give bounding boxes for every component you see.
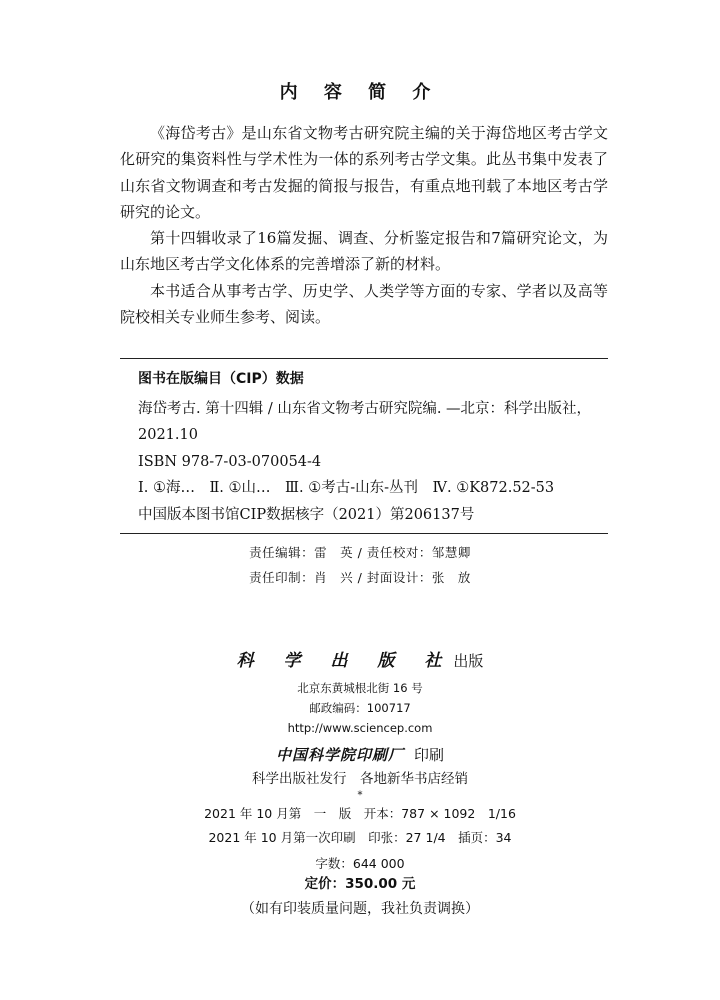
cip-line: 2021.10: [138, 427, 198, 443]
word-count: 字数：644 000: [315, 856, 405, 871]
publisher-postcode: 邮政编码：100717: [309, 701, 411, 715]
editor-credits: [0, 540, 720, 590]
page-title: 内 容 简 介: [279, 82, 441, 103]
cip-top-rule: [120, 358, 608, 359]
cip-line: 海岱考古. 第十四辑 / 山东省文物考古研究院编. —北京：科学出版社，: [138, 400, 592, 417]
editor-line: 责任印制：肖 兴 / 封面设计：张 放: [249, 570, 471, 585]
publisher-block: [0, 648, 720, 924]
summary-section: [120, 120, 608, 330]
summary-paragraph: 《海岱考古》是山东省文物考古研究院主编的关于海岱地区考古学文化研究的集资料性与学术性为一体的系列考古学文集。此丛书集中发表了山东省文物调查和考古发掘的简报与报告，有重点地刊载了本地区考古学研究的论文。: [120, 124, 608, 221]
publisher-address: 北京东黄城根北街 16 号: [297, 681, 423, 695]
cip-isbn: ISBN 978-7-03-070054-4: [138, 453, 322, 470]
printer-suffix: 印刷: [414, 746, 445, 764]
distribution-line: 科学出版社发行 各地新华书店经销: [252, 771, 468, 787]
cip-record-number: 中国版本图书馆CIP数据核字（2021）第206137号: [138, 506, 475, 523]
cip-heading: 图书在版编目（CIP）数据: [138, 371, 304, 387]
publisher-suffix: 出版: [453, 652, 484, 670]
summary-paragraph: 本书适合从事考古学、历史学、人类学等方面的专家、学者以及高等院校相关专业师生参考、阅读。: [120, 281, 608, 327]
printer-line: [0, 742, 720, 768]
publisher-website: http://www.sciencep.com: [287, 721, 433, 735]
price: 定价：350.00 元: [304, 876, 416, 892]
editor-line: 责任编辑：雷 英 / 责任校对：邹慧卿: [249, 545, 471, 560]
separator-star: *: [357, 790, 363, 801]
summary-paragraph: 第十四辑收录了16篇发掘、调查、分析鉴定报告和7篇研究论文，为山东地区考古学文化体系的完善增添了新的材料。: [120, 229, 608, 274]
printing-line: 2021 年 10 月第一次印刷 印张：27 1/4 插页：34: [208, 830, 512, 845]
cip-bottom-rule: [120, 533, 608, 534]
cip-section: [120, 366, 608, 528]
publisher-name: 科 学 出 版 社: [236, 651, 454, 671]
edition-line: 2021 年 10 月第 一 版 开本：787 × 1092 1/16: [204, 806, 516, 821]
publisher-line: [0, 648, 720, 674]
printer-name: 中国科学院印刷厂: [275, 746, 404, 764]
cip-classification: Ⅰ. ①海… Ⅱ. ①山… Ⅲ. ①考古-山东-丛刊 Ⅳ. ①K872.52-53: [138, 480, 555, 496]
quality-notice: （如有印装质量问题，我社负责调换）: [241, 901, 479, 917]
